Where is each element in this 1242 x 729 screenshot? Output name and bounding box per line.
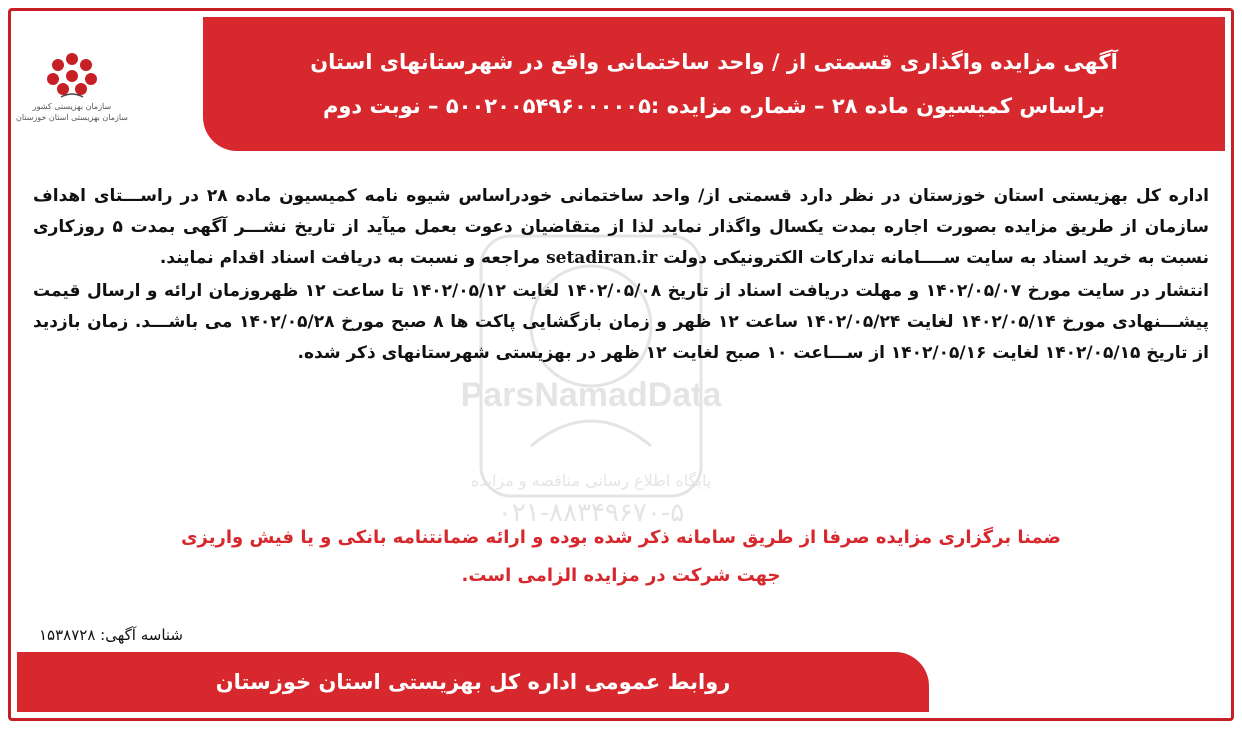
footer-publisher: روابط عمومی اداره کل بهزیستی استان خوزستان: [215, 670, 731, 694]
important-notice: [33, 519, 1209, 595]
body-paragraph-1: [33, 181, 1209, 274]
setadiran-link[interactable]: setadiran.ir: [546, 248, 658, 268]
watermark-text-caption: پایگاه اطلاع رسانی مناقصه و مزایده: [470, 471, 712, 490]
watermark-text-brand: ParsNamadData: [460, 376, 722, 414]
advertisement-frame: [8, 8, 1234, 721]
logo-caption-line2: سازمان بهزیستی استان خوزستان: [15, 113, 129, 122]
watermark-text-phone: ۰۲۱-۸۸۳۴۹۶۷۰-۵: [497, 498, 685, 528]
notice-line1: ضمنا برگزاری مزایده صرفا از طریق سامانه ذکر شده بوده و ارائه ضمانتنامه بانکی و یا فیش واریزی: [181, 527, 1061, 548]
body-paragraph-2: انتشار در سایت مورخ ۱۴۰۲/۰۵/۰۷ و مهلت دریافت اسناد از تاریخ ۱۴۰۲/۰۵/۰۸ لغایت ۱۴۰۲/۰۵/۱۲ تا ساعت ۱۲ ظهروزمان ارائه و ارسال قیمت پیشـــنهادی مورخ ۱۴۰۲/۰۵/۱۴ لغایت ۱۴۰۲/۰۵/۲۴ ساعت ۱۲ ظهر و زمان بازگشایی پاکت ها ۸ صبح مورخ ۱۴۰۲/۰۵/۲۸ می باشـــد. زمان بازدید از تاریخ ۱۴۰۲/۰۵/۱۵ لغایت ۱۴۰۲/۰۵/۱۶ از ســـاعت ۱۰ صبح لغایت ۱۲ ظهر در بهزیستی شهرستانهای ذکر شده.: [33, 281, 1209, 363]
logo-caption-line1: سازمان بهزیستی کشور: [32, 102, 112, 111]
notice-line2: جهت شرکت در مزایده الزامی است.: [461, 565, 781, 586]
header-title-line1: آگهی مزایده واگذاری قسمتی از / واحد ساختمانی واقع در شهرستانهای استان: [310, 50, 1118, 74]
body-paragraph-1-end: مراجعه و نسبت به دریافت اسناد اقدام نمایند.: [159, 248, 541, 268]
welfare-organization-logo-icon: [41, 51, 103, 101]
header-title-line2: براساس کمیسیون ماده ۲۸ – شماره مزایده :۵۰۰۲۰۰۵۴۹۶۰۰۰۰۰۵ – نوبت دوم: [322, 94, 1106, 118]
ad-identifier: شناسه آگهی: ۱۵۳۸۷۲۸: [39, 626, 183, 644]
organization-logo: [15, 51, 129, 141]
footer-banner: [17, 652, 929, 712]
announcement-body: [33, 181, 1209, 369]
body-paragraph-1-text: اداره کل بهزیستی استان خوزستان در نظر دارد قسمتی از/ واحد ساختمانی خودراساس شیوه نامه کمیسیون ماده ۲۸ در راســـتای اهداف سازمان از طریق مزایده بصورت اجاره بمدت یکسال واگذار نماید لذا از متقاضیان دعوت بعمل میآید از تاریخ نشـــر آگهی بمدت ۵ روزکاری نسبت به خرید اسناد به سایت ســــامانه تدارکات الکترونیکی دولت: [33, 186, 1209, 268]
header-banner: [203, 17, 1225, 151]
